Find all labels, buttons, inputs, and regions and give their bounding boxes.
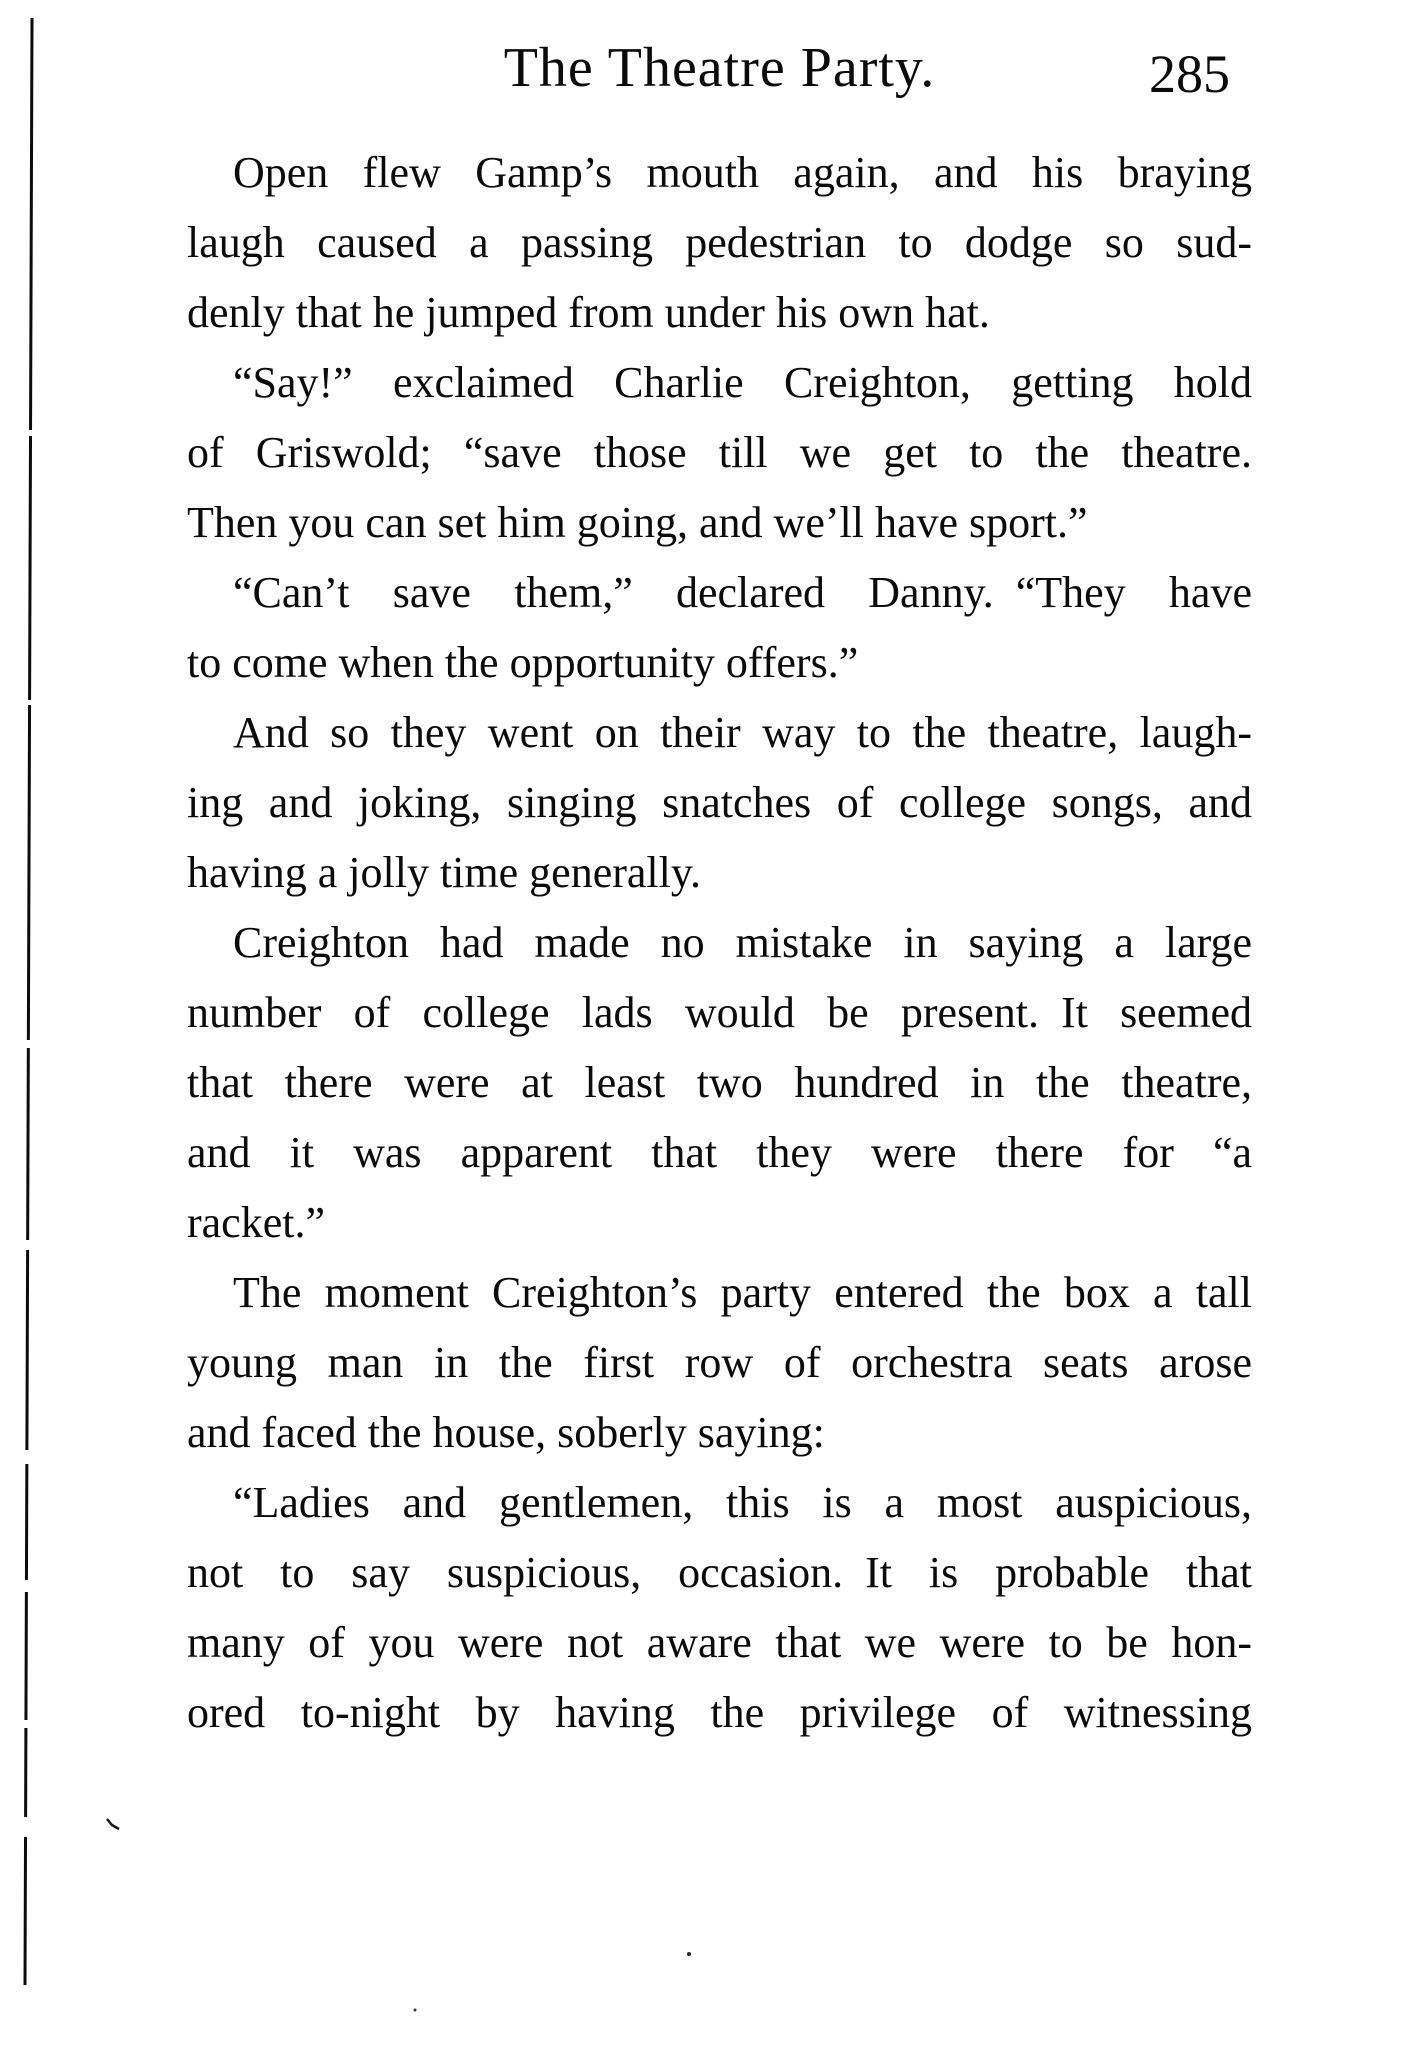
text-line: “Say!” exclaimed Charlie Creighton, getting hold — [233, 358, 1252, 407]
page-title: The Theatre Party. — [503, 37, 936, 99]
text-line: denly that he jumped from under his own hat. — [187, 288, 990, 337]
text-line: not to say suspicious, occasion. It is probable that — [187, 1548, 1252, 1597]
text-line: ing and joking, singing snatches of college songs, and — [187, 778, 1252, 827]
body-text — [187, 138, 1252, 1748]
text-line: The moment Creighton’s party entered the box a tall — [233, 1268, 1252, 1317]
text-line: And so they went on their way to the theatre, laugh- — [233, 708, 1252, 757]
text-line: and faced the house, soberly saying: — [187, 1408, 825, 1457]
text-line: Creighton had made no mistake in saying a large — [233, 918, 1252, 967]
text-line: “Ladies and gentlemen, this is a most auspicious, — [233, 1478, 1252, 1527]
text-line: racket.” — [187, 1198, 325, 1247]
scan-speck — [687, 1952, 691, 1956]
text-line: young man in the first row of orchestra seats arose — [187, 1338, 1252, 1387]
text-line: and it was apparent that they were there for “a — [187, 1128, 1252, 1177]
text-line: many of you were not aware that we were to be hon- — [187, 1618, 1252, 1667]
text-line: having a jolly time generally. — [187, 848, 701, 897]
scan-edge-line — [25, 18, 32, 1985]
scan-speck — [414, 2009, 417, 2012]
text-line: laugh caused a passing pedestrian to dodge so sud- — [187, 218, 1252, 267]
page-number: 285 — [1149, 44, 1230, 104]
text-line: of Griswold; “save those till we get to the theatre. — [187, 428, 1252, 477]
text-line: to come when the opportunity offers.” — [187, 638, 859, 687]
text-line: Then you can set him going, and we’ll have sport.” — [187, 498, 1088, 547]
text-line: Open flew Gamp’s mouth again, and his braying — [233, 148, 1252, 197]
text-line: ored to-night by having the privilege of witnessing — [187, 1688, 1252, 1737]
text-line: number of college lads would be present. It seemed — [187, 988, 1252, 1037]
scan-mark — [107, 1819, 119, 1829]
text-line: that there were at least two hundred in the theatre, — [187, 1058, 1252, 1107]
text-line: “Can’t save them,” declared Danny. “They have — [233, 568, 1252, 617]
